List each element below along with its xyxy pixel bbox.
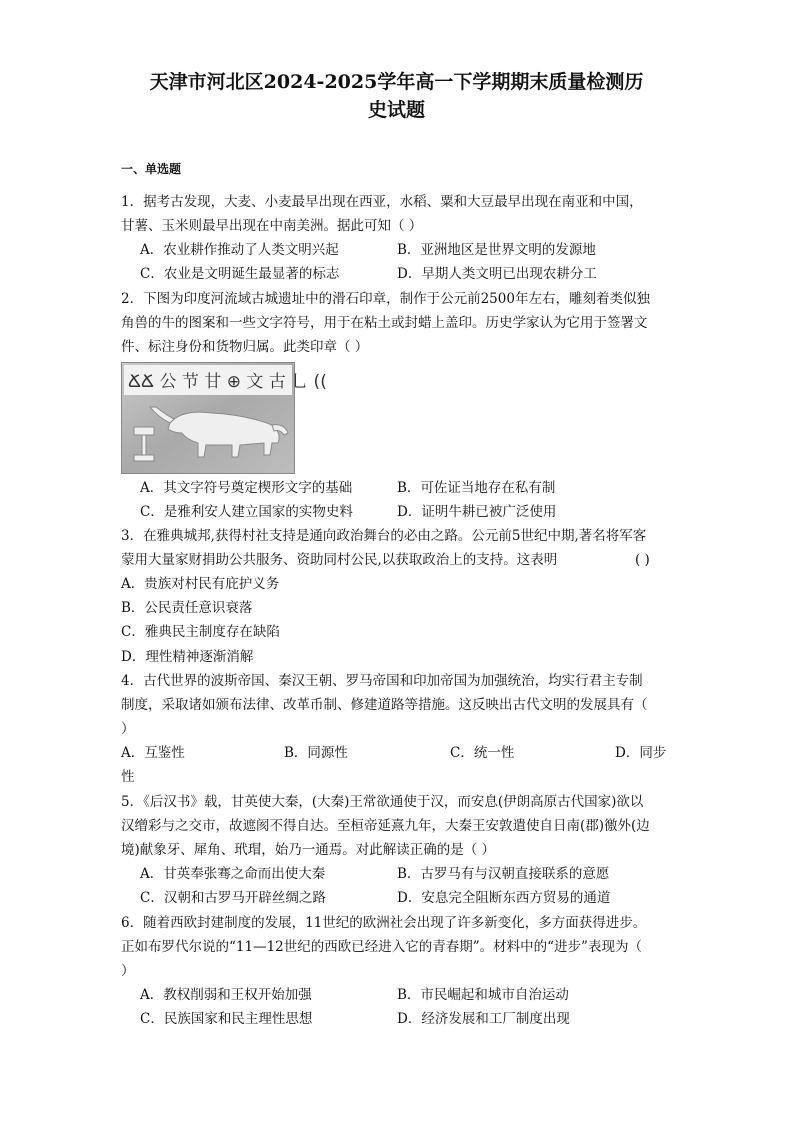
q3-option-a: A．贵族对村民有庇护义务 — [121, 576, 280, 592]
question-1-stem: 1．据考古发现，大麦、小麦最早出现在西亚，水稻、粟和大豆最早出现在南亚和中国， — [121, 194, 643, 210]
q6-option-d: D．经济发展和工厂制度出现 — [397, 1011, 570, 1027]
q5-option-d: D．安息完全阻断东西方贸易的通道 — [397, 890, 611, 906]
question-6-stem-2: 正如布罗代尔说的“11—12世纪的西欧已经进入它的青春期”。材料中的“进步”表现为（ — [121, 939, 642, 955]
question-6-stem-3: ） — [121, 963, 135, 979]
q4-option-d: D．同步 — [615, 745, 667, 761]
q1-option-b: B．亚洲地区是世界文明的发源地 — [397, 242, 596, 258]
q4-option-d-continued: 性 — [121, 769, 135, 785]
q5-option-c: C．汉朝和古罗马开辟丝绸之路 — [140, 890, 326, 906]
q5-option-b: B．古罗马有与汉朝直接联系的意愿 — [397, 866, 610, 882]
indus-seal-image — [121, 362, 327, 474]
question-1-stem-2: 甘薯、玉米则最早出现在中南美洲。据此可知（ ） — [121, 218, 423, 234]
q2-option-b: B．可佐证当地存在私有制 — [397, 480, 556, 496]
question-5-stem: 5．《后汉书》载，甘英使大秦，(大秦)王常欲通使于汉，而安息(伊朗高原古代国家)欲以 — [121, 794, 644, 810]
q5-option-a: A．甘英奉张骞之命而出使大秦 — [140, 866, 326, 882]
question-6-stem: 6．随着西欧封建制度的发展，11世纪的欧洲社会出现了许多新变化，多方面获得进步。 — [121, 915, 647, 931]
question-2-stem: 2．下图为印度河流域古城遗址中的滑石印章，制作于公元前2500年左右，雕刻着类似独 — [121, 291, 650, 307]
seal-illustration — [122, 363, 327, 473]
q1-option-d: D．早期人类文明已出现农耕分工 — [397, 266, 597, 282]
page-title: 天津市河北区2024-2025学年高一下学期期末质量检测历 — [149, 71, 644, 93]
question-3-stem: 3．在雅典城邦,获得村社支持是通向政治舞台的必由之路。公元前5世纪中期,著名将军客 — [121, 528, 647, 544]
q3-option-c: C．雅典民主制度存在缺陷 — [121, 624, 280, 640]
question-4-stem-3: ） — [121, 721, 135, 737]
question-5-stem-3: 境)献象牙、犀角、玳瑁，始乃一通焉。对此解读正确的是（ ） — [121, 842, 496, 858]
page-title-continued: 史试题 — [367, 99, 425, 121]
q6-option-c: C．民族国家和民主理性思想 — [140, 1011, 313, 1027]
question-2-stem-2: 角兽的牛的图案和一些文字符号，用于在粘土或封蜡上盖印。历史学家认为它用于签署文 — [121, 315, 648, 331]
question-4-stem: 4．古代世界的波斯帝国、秦汉王朝、罗马帝国和印加帝国为加强统治，均实行君主专制 — [121, 673, 643, 689]
q3-option-d: D．理性精神逐渐消解 — [121, 649, 254, 665]
seal-script-text: ՃՃ 公 节 甘 ⊕ 文 古 乚 (( — [128, 372, 327, 392]
q2-option-c: C．是雅利安人建立国家的实物史料 — [140, 504, 353, 520]
q3-option-b: B．公民责任意识衰落 — [121, 600, 253, 616]
question-2-stem-3: 件、标注身份和货物归属。此类印章（ ） — [121, 339, 369, 355]
q2-option-d: D．证明牛耕已被广泛使用 — [397, 504, 557, 520]
q1-option-a: A．农业耕作推动了人类文明兴起 — [140, 242, 339, 258]
section-heading: 一、单选题 — [121, 162, 182, 176]
q2-option-a: A．其文字符号奠定楔形文字的基础 — [140, 480, 353, 496]
q4-option-a: A．互鉴性 — [121, 745, 185, 761]
q6-option-a: A．教权削弱和王权开始加强 — [140, 987, 312, 1003]
question-3-stem-2: 蒙用大量家财捐助公共服务、资助同村公民,以获取政治上的支持。这表明 — [121, 552, 558, 568]
q4-option-b: B．同源性 — [284, 745, 348, 761]
q4-option-c: C．统一性 — [450, 745, 515, 761]
q6-option-b: B．市民崛起和城市自治运动 — [397, 987, 569, 1003]
question-5-stem-2: 汉缯彩与之交市，故遮阂不得自达。至桓帝延熹九年，大秦王安敦遣使自日南(郡)徼外(边 — [121, 818, 650, 834]
q3-answer-blank: ( ) — [635, 552, 650, 568]
q1-option-c: C．农业是文明诞生最显著的标志 — [140, 266, 340, 282]
question-4-stem-2: 制度，采取诸如颁布法律、改革币制、修建道路等措施。这反映出古代文明的发展具有（ — [121, 697, 648, 713]
